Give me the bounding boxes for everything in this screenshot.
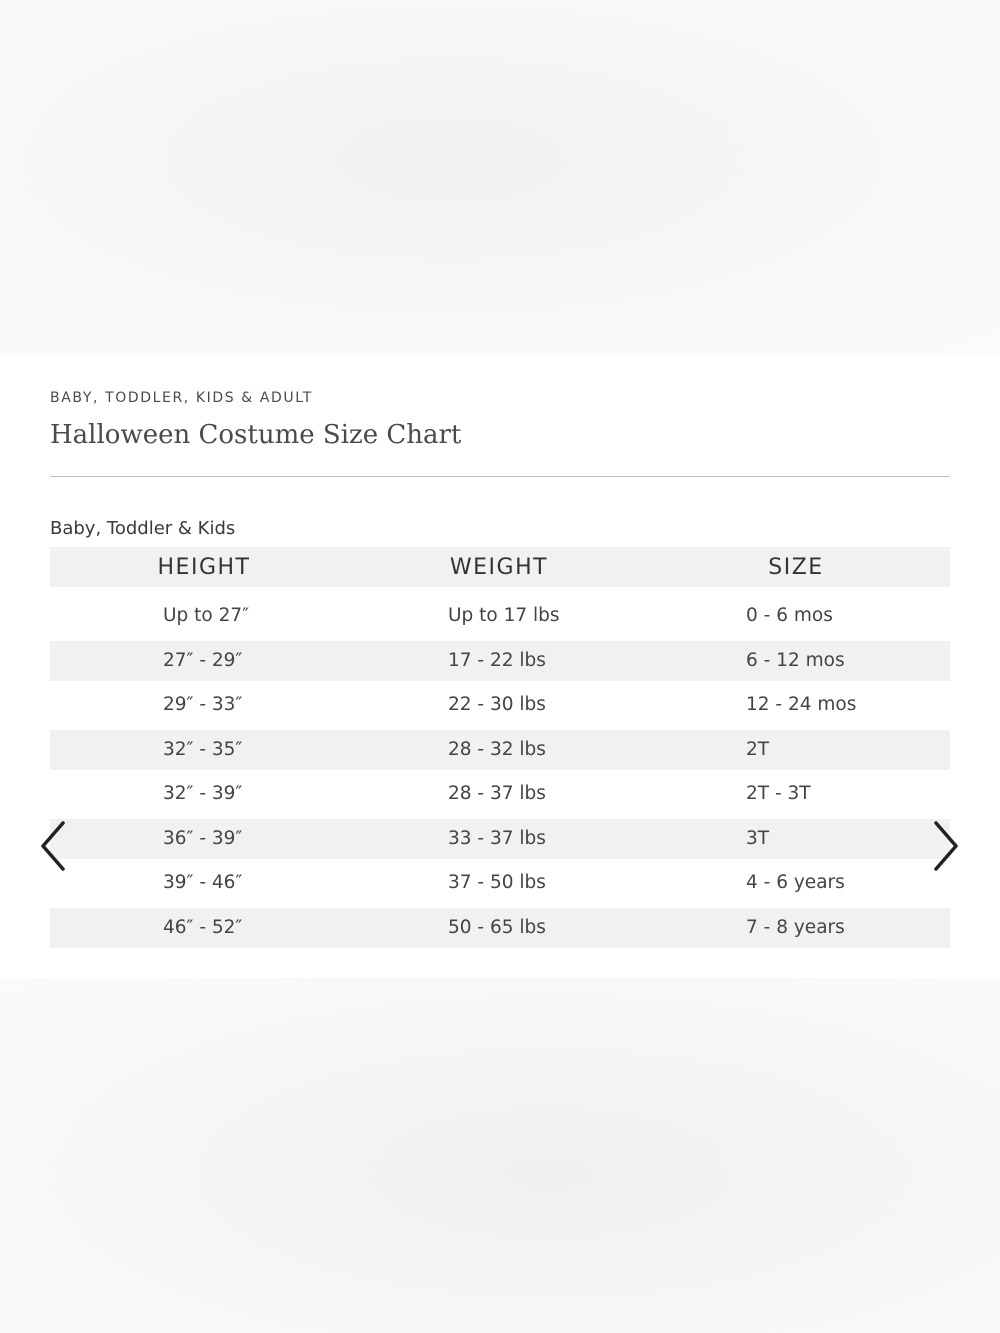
page-title: Halloween Costume Size Chart (50, 420, 462, 450)
size-cell: 12 - 24 mos (746, 694, 857, 715)
table-row (50, 774, 950, 814)
height-cell: 36″ - 39″ (163, 827, 243, 849)
column-header-size: SIZE (768, 555, 824, 580)
weight-cell: 28 - 37 lbs (448, 783, 546, 804)
table-row (50, 863, 950, 903)
table-row (50, 641, 950, 681)
size-cell: 4 - 6 years (746, 872, 845, 893)
chevron-left-icon (33, 816, 73, 876)
section-title: Baby, Toddler & Kids (50, 518, 236, 539)
size-cell: 6 - 12 mos (746, 649, 845, 671)
height-cell: 39″ - 46″ (163, 872, 243, 893)
size-cell: 7 - 8 years (746, 916, 845, 938)
table-row (50, 819, 950, 859)
height-cell: 29″ - 33″ (163, 694, 243, 715)
height-cell: 32″ - 35″ (163, 738, 243, 760)
size-cell: 2T - 3T (746, 783, 811, 804)
size-cell: 3T (746, 827, 770, 849)
table-row (50, 685, 950, 725)
weight-cell: 17 - 22 lbs (448, 649, 546, 671)
blurred-background-top (0, 0, 1000, 355)
size-table (50, 547, 950, 952)
size-cell: 0 - 6 mos (746, 605, 833, 626)
table-row (50, 596, 950, 636)
chevron-right-icon (926, 816, 966, 876)
table-header-row (50, 547, 950, 587)
chart-eyebrow: BABY, TODDLER, KIDS & ADULT (50, 390, 313, 406)
blurred-background-bottom (0, 978, 1000, 1333)
size-cell: 2T (746, 738, 770, 760)
next-button[interactable] (926, 816, 966, 876)
height-cell: 32″ - 39″ (163, 783, 243, 804)
height-cell: 27″ - 29″ (163, 649, 243, 671)
table-row (50, 908, 950, 948)
height-cell: Up to 27″ (163, 605, 250, 626)
previous-button[interactable] (33, 816, 73, 876)
title-divider (50, 476, 950, 477)
weight-cell: 33 - 37 lbs (448, 827, 546, 849)
weight-cell: Up to 17 lbs (448, 605, 560, 626)
column-header-height: HEIGHT (157, 555, 251, 580)
table-row (50, 730, 950, 770)
weight-cell: 37 - 50 lbs (448, 872, 546, 893)
weight-cell: 50 - 65 lbs (448, 916, 546, 938)
weight-cell: 22 - 30 lbs (448, 694, 546, 715)
weight-cell: 28 - 32 lbs (448, 738, 546, 760)
height-cell: 46″ - 52″ (163, 916, 243, 938)
column-header-weight: WEIGHT (449, 555, 549, 580)
